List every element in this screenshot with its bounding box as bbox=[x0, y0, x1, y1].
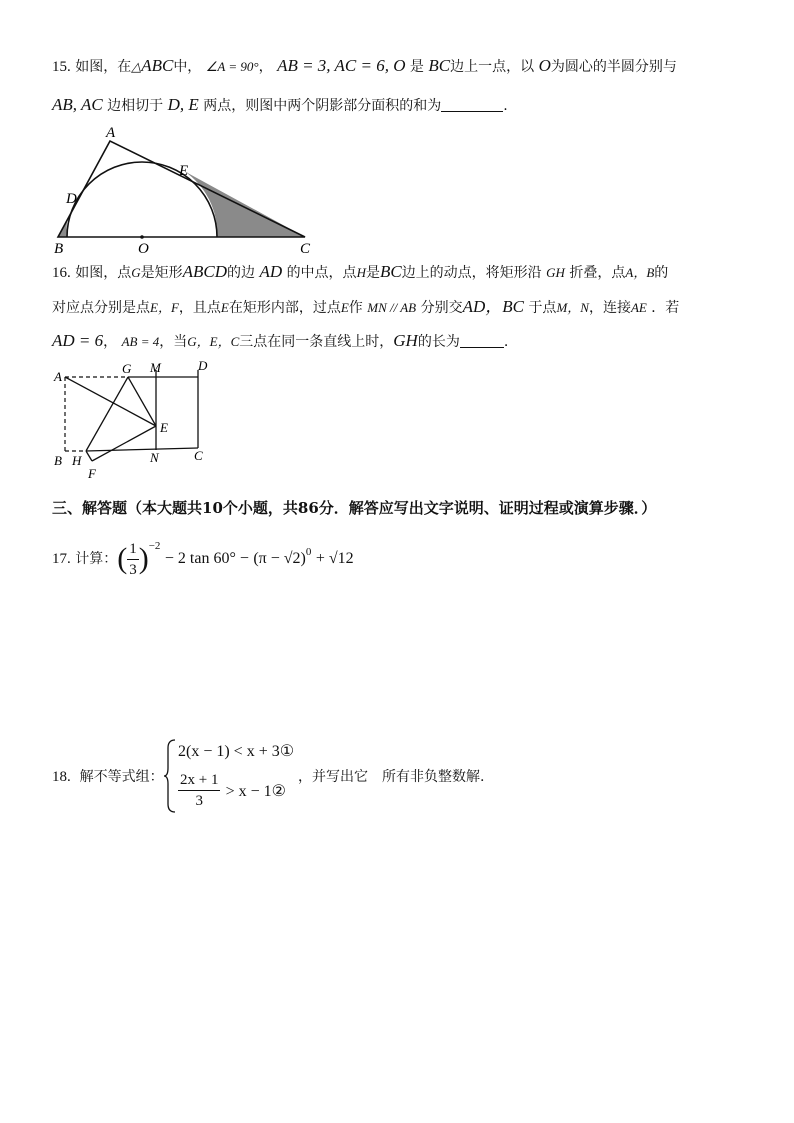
q18-tail-text: ，并写出它 所有非负整数解. bbox=[298, 769, 485, 785]
q15-center-dot bbox=[140, 235, 144, 239]
q16-label-a: A bbox=[54, 369, 62, 384]
q16-line2: 对应点分别是点E，F，且点E在矩形内部，过点E作 MN // AB 分别交AD，BC 于点M，N，连接AE ．若 bbox=[52, 297, 680, 316]
q15-triangle: ABC bbox=[141, 56, 174, 75]
q17-line: 17. 计算： ( $\frac{1}{3}$ ) −2 − 2 tan 60° − (π − √2) 0 + √12 bbox=[52, 534, 354, 584]
q15-ab-ac: AB = 3, AC = 6, O bbox=[277, 56, 406, 75]
q17-pi-part: (π − √2) bbox=[253, 550, 306, 567]
section-3-title: 三、解答题（本大题共10个小题，共86分．解答应写出文字说明、证明过程或演算步骤．） bbox=[52, 499, 657, 517]
q16-line1: 16. 如图，点G是矩形ABCD的边 AD 的中点，点H是BC边上的动点，将矩形沿 GH 折叠，点A，B的 bbox=[52, 262, 669, 281]
q17-fraction: $\frac{1}{3}$ bbox=[129, 540, 137, 578]
q15-text-1b: 中， bbox=[173, 59, 202, 75]
q16-label-g: G bbox=[122, 361, 132, 376]
q16-label-h: H bbox=[72, 453, 82, 468]
q16-label-d: D bbox=[198, 358, 208, 373]
q18-inequality-1: 2(x − 1) < x + 3① bbox=[178, 743, 295, 760]
q15-label-b: B bbox=[54, 241, 64, 254]
q15-shaded-region bbox=[184, 171, 305, 237]
q17-exponent-1: −2 bbox=[148, 540, 161, 552]
q15-figure bbox=[50, 124, 325, 254]
q18-brace bbox=[163, 738, 177, 814]
q16-figure bbox=[48, 356, 218, 486]
q16-label-c: C bbox=[194, 448, 203, 463]
q18-number-label: 18. 解不等式组： bbox=[52, 769, 164, 785]
q16-answer-blank bbox=[460, 333, 504, 348]
q15-semicircle bbox=[67, 162, 217, 237]
q18-number: 18. bbox=[52, 769, 71, 785]
q15-label-c: C bbox=[300, 241, 311, 254]
q16-label-m: M bbox=[150, 360, 161, 375]
q16-number: 16. bbox=[52, 265, 71, 281]
q16-line3: AD = 6， AB = 4，当G，E，C三点在同一条直线上时，GH的长为 . bbox=[52, 331, 509, 350]
q16-label-f: F bbox=[88, 466, 96, 481]
q15-text-1a: 如图，在 bbox=[75, 59, 132, 75]
q18-inequality-2: $\frac{2x + 1}{3}$ > x − 1② bbox=[180, 772, 286, 809]
q17-number: 17. bbox=[52, 551, 71, 567]
q15-answer-blank bbox=[441, 97, 503, 112]
q15-line2: AB, AC 边相切于 D, E 两点，则图中两个阴影部分面积的和为 . bbox=[52, 95, 508, 114]
q17-sqrt-part: + √12 bbox=[315, 550, 354, 567]
q15-angle: ∠A = 90° bbox=[205, 59, 259, 74]
q15-label-e: E bbox=[179, 163, 189, 179]
q15-label-o: O bbox=[138, 241, 149, 254]
q17-exponent-2: 0 bbox=[305, 546, 312, 558]
q15-label-a: A bbox=[106, 125, 116, 141]
q15-number: 15. bbox=[52, 59, 71, 75]
q15-line1: 15. 如图，在△ABC中， ∠A = 90°， AB = 3, AC = 6, O 是 BC边上一点，以 O为圆心的半圆分别与 bbox=[52, 56, 677, 75]
q15-label-d: D bbox=[66, 191, 77, 207]
q16-label-e: E bbox=[160, 420, 168, 435]
q16-label-n: N bbox=[150, 450, 159, 465]
q16-label-b: B bbox=[54, 453, 62, 468]
q17-tan-part: − 2 tan 60° − bbox=[164, 550, 249, 567]
